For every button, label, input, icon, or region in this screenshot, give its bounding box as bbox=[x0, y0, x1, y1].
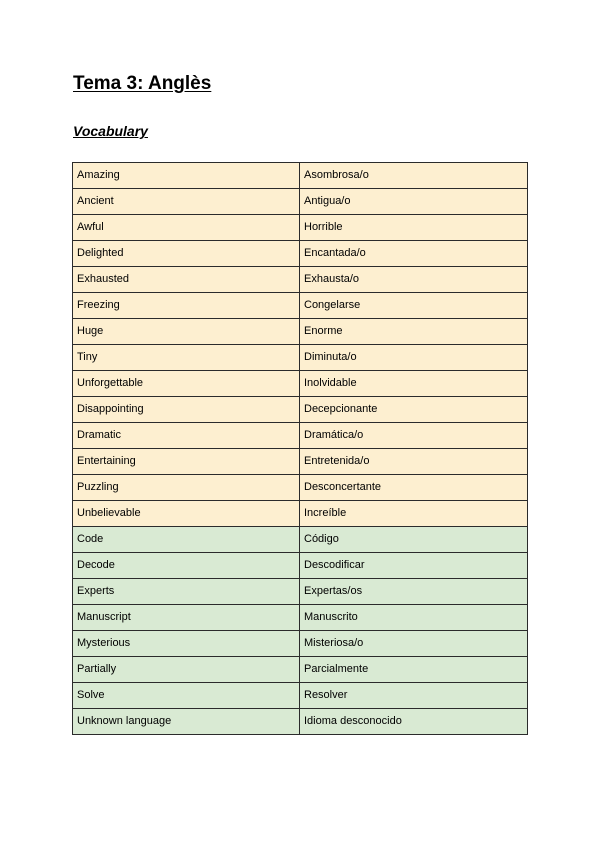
english-word-cell: Freezing bbox=[73, 293, 300, 319]
english-word-cell: Amazing bbox=[73, 163, 300, 189]
english-word-cell: Solve bbox=[73, 683, 300, 709]
table-row bbox=[73, 215, 528, 241]
table-row bbox=[73, 423, 528, 449]
spanish-translation-cell: Parcialmente bbox=[300, 657, 528, 683]
english-word-cell: Huge bbox=[73, 319, 300, 345]
english-word-cell: Manuscript bbox=[73, 605, 300, 631]
spanish-translation-cell: Asombrosa/o bbox=[300, 163, 528, 189]
spanish-translation-cell: Idioma desconocido bbox=[300, 709, 528, 735]
english-word-cell: Disappointing bbox=[73, 397, 300, 423]
english-word-cell: Delighted bbox=[73, 241, 300, 267]
table-row bbox=[73, 319, 528, 345]
spanish-translation-cell: Misteriosa/o bbox=[300, 631, 528, 657]
table-row bbox=[73, 501, 528, 527]
english-word-cell: Code bbox=[73, 527, 300, 553]
table-row bbox=[73, 657, 528, 683]
english-word-cell: Tiny bbox=[73, 345, 300, 371]
english-word-cell: Awful bbox=[73, 215, 300, 241]
spanish-translation-cell: Exhausta/o bbox=[300, 267, 528, 293]
spanish-translation-cell: Horrible bbox=[300, 215, 528, 241]
english-word-cell: Dramatic bbox=[73, 423, 300, 449]
spanish-translation-cell: Resolver bbox=[300, 683, 528, 709]
spanish-translation-cell: Dramática/o bbox=[300, 423, 528, 449]
english-word-cell: Ancient bbox=[73, 189, 300, 215]
spanish-translation-cell: Código bbox=[300, 527, 528, 553]
table-row bbox=[73, 553, 528, 579]
spanish-translation-cell: Increíble bbox=[300, 501, 528, 527]
spanish-translation-cell: Congelarse bbox=[300, 293, 528, 319]
english-word-cell: Unknown language bbox=[73, 709, 300, 735]
table-row bbox=[73, 293, 528, 319]
english-word-cell: Entertaining bbox=[73, 449, 300, 475]
table-row bbox=[73, 267, 528, 293]
section-title: Vocabulary bbox=[73, 123, 148, 139]
table-row bbox=[73, 683, 528, 709]
table-row bbox=[73, 241, 528, 267]
english-word-cell: Puzzling bbox=[73, 475, 300, 501]
spanish-translation-cell: Enorme bbox=[300, 319, 528, 345]
table-row bbox=[73, 189, 528, 215]
spanish-translation-cell: Encantada/o bbox=[300, 241, 528, 267]
table-row bbox=[73, 631, 528, 657]
table-row bbox=[73, 709, 528, 735]
english-word-cell: Mysterious bbox=[73, 631, 300, 657]
english-word-cell: Exhausted bbox=[73, 267, 300, 293]
english-word-cell: Unforgettable bbox=[73, 371, 300, 397]
table-row bbox=[73, 579, 528, 605]
table-row bbox=[73, 345, 528, 371]
english-word-cell: Unbelievable bbox=[73, 501, 300, 527]
spanish-translation-cell: Expertas/os bbox=[300, 579, 528, 605]
vocabulary-table bbox=[72, 162, 528, 735]
spanish-translation-cell: Decepcionante bbox=[300, 397, 528, 423]
table-row bbox=[73, 605, 528, 631]
english-word-cell: Experts bbox=[73, 579, 300, 605]
table-row bbox=[73, 397, 528, 423]
spanish-translation-cell: Antigua/o bbox=[300, 189, 528, 215]
spanish-translation-cell: Diminuta/o bbox=[300, 345, 528, 371]
vocabulary-table-body bbox=[73, 163, 528, 735]
spanish-translation-cell: Manuscrito bbox=[300, 605, 528, 631]
table-row bbox=[73, 527, 528, 553]
spanish-translation-cell: Descodificar bbox=[300, 553, 528, 579]
english-word-cell: Decode bbox=[73, 553, 300, 579]
english-word-cell: Partially bbox=[73, 657, 300, 683]
page-title: Tema 3: Anglès bbox=[73, 73, 212, 94]
spanish-translation-cell: Inolvidable bbox=[300, 371, 528, 397]
table-row bbox=[73, 449, 528, 475]
table-row bbox=[73, 371, 528, 397]
spanish-translation-cell: Desconcertante bbox=[300, 475, 528, 501]
table-row bbox=[73, 163, 528, 189]
spanish-translation-cell: Entretenida/o bbox=[300, 449, 528, 475]
table-row bbox=[73, 475, 528, 501]
